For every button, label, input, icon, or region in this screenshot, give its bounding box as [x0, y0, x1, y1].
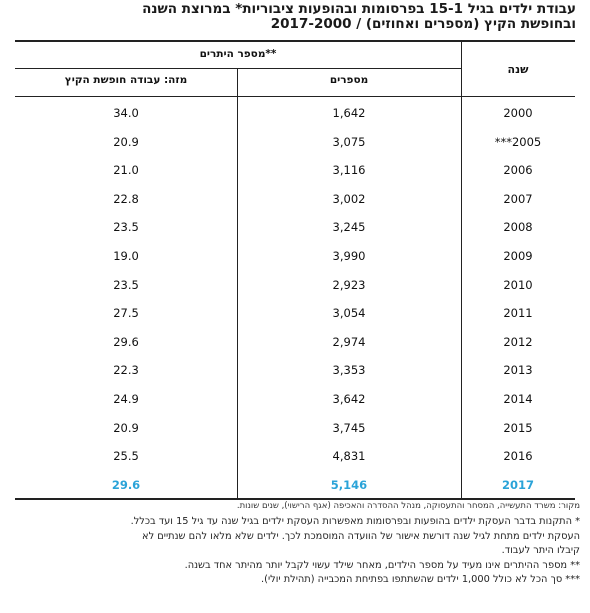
- table-row: [15, 384, 575, 414]
- row-summer-pct: 19.0: [113, 249, 139, 263]
- row-year: 2006: [503, 163, 533, 178]
- row-count: 2,974: [332, 334, 366, 349]
- footnote-1-line-1: * התקנות בדבר העסקת ילדים בהופעות ובפרסומות מאפשרות העסקת ילדים בגיל שנה עד גיל 15 ועד בכלל.: [130, 516, 580, 527]
- row-summer-pct: 23.5: [113, 277, 139, 292]
- row-year: 2011: [503, 306, 533, 321]
- row-count: 3,990: [332, 249, 366, 263]
- header-numbers: מספרים: [329, 74, 369, 86]
- table-row: [15, 127, 575, 157]
- table-row: [15, 98, 575, 128]
- row-count: 1,642: [332, 106, 366, 120]
- table-row: [15, 270, 575, 300]
- row-count: 3,353: [332, 363, 366, 378]
- table-row: [15, 184, 575, 214]
- title-line-1: עבודת ילדים בגיל 15-1 בפרסומות ובהופעות ציבוריות* במרוצת השנה: [142, 1, 576, 17]
- row-summer-pct: 20.9: [113, 134, 139, 149]
- row-count: 3,116: [332, 163, 366, 178]
- row-summer-pct: 24.9: [113, 392, 139, 406]
- row-year: 2009: [503, 249, 533, 263]
- row-summer-pct: 20.9: [113, 420, 139, 435]
- row-year: 2008: [503, 220, 533, 235]
- table-row: [15, 327, 575, 357]
- row-year: 2007: [503, 191, 533, 206]
- row-year: ***2005: [494, 134, 542, 149]
- row-year: 2012: [503, 334, 533, 349]
- footnote-1-line-2: העסקת ילדים מתחת לגיל שנה דורשת אישור של הוועדה המוסמכת לכך. ילדים שלא מלאו להם שנתיים לא: [142, 530, 580, 542]
- row-count: 5,146: [330, 477, 368, 492]
- row-count: 3,245: [332, 220, 366, 235]
- row-count: 3,002: [332, 191, 366, 206]
- source-note: מקור: משרד התעשייה, המסחר והתעסוקה, מנהל ההסדרה והאכיפה (אגף הרישוי), שנים שונות.: [236, 501, 580, 511]
- table-row: [15, 212, 575, 242]
- row-year: 2013: [503, 363, 533, 378]
- row-count: 3,054: [332, 306, 366, 321]
- footnote-3: *** סך הכל לא כולל 1,000 ילדים שהשתתפו בפתיחת המכבייה (תהילת יולי).: [261, 574, 580, 586]
- row-count: 3,745: [332, 420, 366, 435]
- row-year: 2015: [503, 420, 533, 435]
- row-summer-pct: 29.6: [113, 334, 139, 349]
- row-summer-pct: 34.0: [113, 106, 139, 120]
- row-year: 2014: [503, 392, 533, 406]
- row-summer-pct: 21.0: [113, 163, 139, 178]
- row-year: 2010: [503, 277, 533, 292]
- row-year: 2000: [503, 106, 533, 120]
- table-row: [15, 355, 575, 385]
- row-year: 2017: [501, 477, 534, 492]
- footnote-2: ** מספר ההיתרים אינו מעיד על מספר הילדים, מאחר שילד עשוי לקבל יותר מהיתר אחד בשנה.: [184, 559, 580, 571]
- row-summer-pct: 25.5: [113, 449, 139, 464]
- row-count: 2,923: [332, 277, 366, 292]
- data-table: [15, 40, 575, 500]
- header-year: שנה: [507, 62, 529, 76]
- row-count: 4,831: [332, 449, 366, 464]
- row-summer-pct: 27.5: [113, 306, 139, 321]
- table-row: [15, 298, 575, 328]
- table-row: [15, 241, 575, 271]
- row-summer-pct: 22.8: [113, 191, 139, 206]
- row-summer-pct: 29.6: [111, 477, 141, 492]
- table-row: [15, 413, 575, 443]
- row-summer-pct: 23.5: [113, 220, 139, 235]
- table-row: [15, 155, 575, 185]
- row-year: 2016: [503, 449, 533, 464]
- header-divider-group: [15, 68, 461, 69]
- table-row: [15, 441, 575, 471]
- header-divider-bottom: [15, 96, 575, 97]
- table-row: [15, 470, 575, 500]
- row-count: 3,075: [332, 134, 366, 149]
- footnote-1-line-3: קיבלו היתר לעבוד.: [501, 545, 580, 557]
- title-line-2: ובחופשת הקיץ (מספרים ואחוזים) / 2017-2000: [270, 16, 576, 32]
- row-summer-pct: 22.3: [113, 363, 139, 378]
- footnotes: [10, 500, 580, 588]
- table-title: [10, 2, 576, 32]
- header-permits-group: מספר היתרים**: [199, 48, 277, 60]
- row-count: 3,642: [332, 392, 366, 406]
- header-summer-pct: מזה: עבודה חופשת הקיץ: [64, 74, 188, 86]
